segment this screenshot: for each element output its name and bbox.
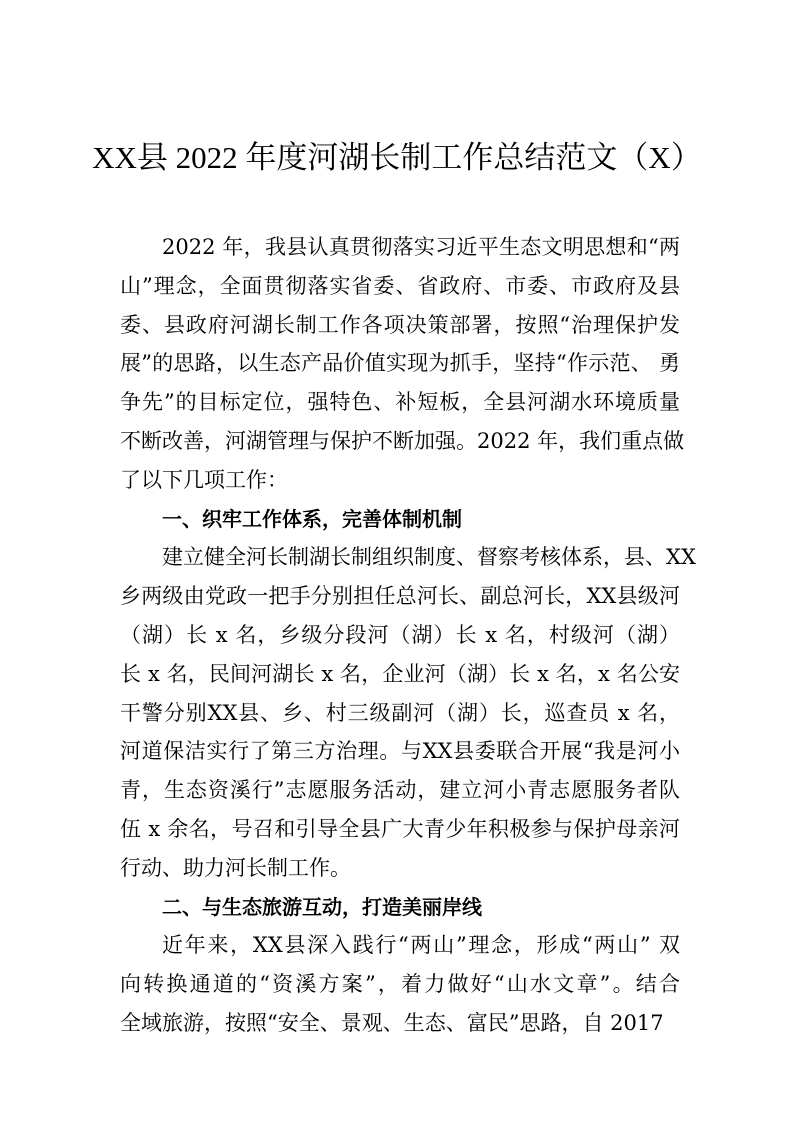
paragraph-line: 长 x 名，民间河湖长 x 名，企业河（湖）长 x 名，x 名公安 bbox=[120, 661, 680, 686]
paragraph-line: 全域旅游，按照“安全、景观、生态、富民”思路，自 2017 bbox=[120, 1010, 664, 1035]
paragraph-line: 了以下几项工作： bbox=[120, 467, 288, 492]
paragraph-line: 不断改善，河湖管理与保护不断加强。2022 年，我们重点做 bbox=[120, 428, 685, 453]
paragraph-line: 河道保洁实行了第三方治理。与XX县委联合开展“我是河小 bbox=[120, 739, 680, 764]
section-heading: 二、与生态旅游互动，打造美丽岸线 bbox=[162, 894, 482, 919]
paragraph-line: 近年来，XX县深入践行“两山”理念，形成“两山” 双 bbox=[162, 933, 680, 958]
paragraph-line: 山”理念，全面贯彻落实省委、省政府、市委、市政府及县 bbox=[120, 273, 680, 298]
paragraph-line: 青，生态资溪行”志愿服务活动，建立河小青志愿服务者队 bbox=[120, 778, 680, 803]
document-body bbox=[120, 228, 696, 1043]
paragraph-line: 建立健全河长制湖长制组织制度、督察考核体系，县、XX bbox=[162, 545, 696, 570]
paragraph-line: 委、县政府河湖长制工作各项决策部署，按照“治理保护发 bbox=[120, 312, 680, 337]
paragraph-line: 伍 x 余名，号召和引导全县广大青少年积极参与保护母亲河 bbox=[120, 816, 680, 841]
paragraph-line: 乡两级由党政一把手分别担任总河长、副总河长，XX县级河 bbox=[120, 584, 680, 609]
paragraph-line: 争先”的目标定位，强特色、补短板，全县河湖水环境质量 bbox=[120, 390, 680, 415]
section-heading: 一、织牢工作体系，完善体制机制 bbox=[162, 506, 462, 531]
paragraph-line: 展”的思路，以生态产品价值实现为抓手，坚持“作示范、 勇 bbox=[120, 351, 680, 376]
paragraph-line: 向转换通道的“资溪方案”，着力做好“山水文章”。结合 bbox=[120, 972, 680, 997]
paragraph-line: 2022 年，我县认真贯彻落实习近平生态文明思想和“两 bbox=[162, 235, 680, 259]
paragraph-line: 行动、助力河长制工作。 bbox=[120, 855, 351, 880]
paragraph-line: 干警分别XX县、乡、村三级副河（湖）长，巡查员 x 名， bbox=[120, 700, 680, 725]
paragraph-line: （湖）长 x 名，乡级分段河（湖）长 x 名，村级河（湖） bbox=[120, 622, 680, 647]
document-title: XX县 2022 年度河湖长制工作总结范文（X） bbox=[92, 140, 702, 175]
